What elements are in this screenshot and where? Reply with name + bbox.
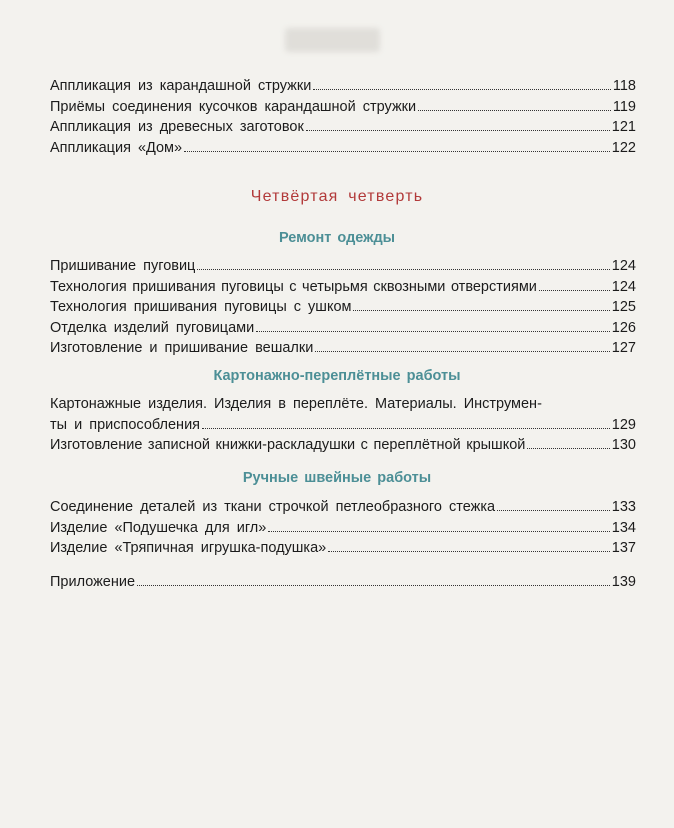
toc-leader-dots: [315, 351, 609, 352]
toc-entry-page: 125: [611, 299, 636, 315]
toc-leader-dots: [527, 448, 609, 449]
toc-group-hand-sewing: [50, 497, 636, 559]
toc-entry-page: 122: [611, 139, 636, 156]
toc-entry-title: Соединение деталей из ткани строчкой петлеобразного стежка: [50, 499, 496, 515]
toc-entry-page: 129: [611, 416, 636, 433]
toc-leader-dots: [497, 510, 610, 511]
toc-entry-title: Изделие «Тряпичная игрушка-подушка»: [50, 540, 327, 556]
toc-entry[interactable]: [50, 435, 636, 456]
toc-leader-dots: [184, 151, 610, 152]
toc-entry[interactable]: [50, 518, 636, 539]
toc-entry[interactable]: [50, 256, 636, 277]
section-heading-cardboard-binding: Картонажно-переплётные работы: [213, 368, 461, 384]
toc-group-appendix: [50, 572, 636, 593]
toc-entry-page: 133: [611, 499, 636, 515]
toc-entry[interactable]: [50, 497, 636, 518]
toc-entry[interactable]: [50, 394, 636, 435]
toc-leader-dots: [328, 551, 610, 552]
toc-leader-dots: [256, 331, 610, 332]
section-heading-clothing-repair: Ремонт одежды: [278, 230, 396, 246]
toc-entry[interactable]: [50, 318, 636, 339]
toc-leader-dots: [418, 110, 611, 111]
toc-entry[interactable]: [50, 297, 636, 318]
toc-entry-page: 134: [611, 519, 636, 536]
toc-group-clothing-repair: [50, 256, 636, 359]
toc-entry-page: 137: [611, 540, 636, 556]
toc-group-appliques: [50, 76, 636, 158]
toc-entry-page: 126: [611, 319, 636, 336]
toc-entry-title: Приёмы соединения кусочков карандашной стружки: [50, 98, 417, 115]
toc-entry-page: 139: [611, 574, 636, 590]
toc-leader-dots: [202, 428, 610, 429]
toc-entry-title: Аппликация из карандашной стружки: [50, 78, 312, 94]
toc-leader-dots: [539, 290, 610, 291]
toc-entry-page: 119: [612, 98, 636, 115]
toc-entry-page: 124: [611, 278, 636, 295]
toc-entry[interactable]: [50, 117, 636, 138]
quarter-heading: Четвёртая четверть: [250, 188, 424, 205]
toc-entry-title-line1: Картонажные изделия. Изделия в переплёте. Материалы. Инструмен-: [50, 396, 542, 412]
toc-entry-title: Аппликация из древесных заготовок: [50, 119, 304, 135]
toc-entry[interactable]: [50, 76, 636, 97]
toc-entry-title-line2: ты и приспособления: [50, 416, 201, 433]
toc-leader-dots: [137, 585, 610, 586]
toc-entry-title: Изделие «Подушечка для игл»: [50, 519, 267, 536]
toc-leader-dots: [197, 269, 609, 270]
toc-entry-title: Технология пришивания пуговицы с четырьмя сквозными отверстиями: [50, 278, 537, 295]
toc-entry[interactable]: [50, 97, 636, 118]
toc-entry[interactable]: [50, 277, 636, 298]
toc-leader-dots: [268, 531, 609, 532]
toc-entry-page: 124: [611, 258, 636, 274]
toc-entry[interactable]: [50, 538, 636, 559]
toc-entry-title: Приложение: [50, 574, 136, 590]
toc-entry-title: Отделка изделий пуговицами: [50, 319, 255, 336]
section-heading-hand-sewing: Ручные швейные работы: [242, 470, 432, 486]
toc-entry-title: Изготовление записной книжки-раскладушки с переплётной крышкой: [50, 437, 526, 453]
printed-header-mark: [285, 28, 380, 52]
toc-entry-title: Изготовление и пришивание вешалки: [50, 340, 314, 356]
toc-entry-page: 121: [611, 119, 636, 135]
toc-leader-dots: [353, 310, 609, 311]
toc-entry-page: 130: [611, 437, 636, 453]
toc-entry[interactable]: [50, 138, 636, 159]
toc-group-cardboard-binding: [50, 394, 636, 456]
toc-entry-title: Пришивание пуговиц: [50, 258, 196, 274]
toc-leader-dots: [313, 89, 611, 90]
toc-entry-page: 127: [611, 340, 636, 356]
toc-entry[interactable]: [50, 338, 636, 359]
toc-entry[interactable]: [50, 572, 636, 593]
toc-entry-page: 118: [612, 78, 636, 94]
toc-entry-title: Технология пришивания пуговицы с ушком: [50, 299, 352, 315]
toc-entry-title: Аппликация «Дом»: [50, 139, 183, 156]
toc-leader-dots: [306, 130, 610, 131]
